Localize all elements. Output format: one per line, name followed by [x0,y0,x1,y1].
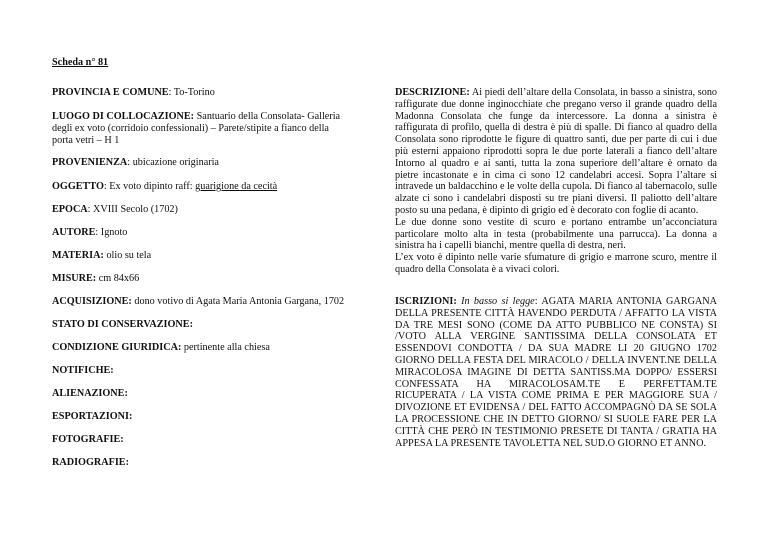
field-sep: : [127,157,133,168]
field-sep: : [168,87,174,98]
field-label: OGGETTO [52,181,104,192]
field-fotografie [52,434,352,446]
descrizione-p1 [395,87,717,217]
field-value: cm 84x66 [98,273,140,284]
field-esportazioni [52,411,352,423]
iscrizioni-text-block: ISCRIZIONI: In basso si legge: AGATA MARIA ANTONIA GARGANA DELLA PRESENTE CITTÀ HAVENDO PERDUTA / AFFATTO LA VISTA DA TRE MESI SONO (COME DA ATTO PUBBLICO NE CONSTA) SI /VOTO ALLA VERGINE SANTISSIMA DELLA CONSOLATA ET ESSENDOVI CONDOTTA / DA SUA MADRE LI 20 GIUGNO 1702 GIORNO DELLA FESTA DEL MIRACOLO / DELLA INVENT.NE DELLA MIRACOLOSA IMAGINE DI DETTA SANTISS.MA DOPPO/ ESSERSI CONFESSATA HA MIRACOLOSAM.TE E PERFETTAM.TE RICUPERATA / LA VISTA COME PRIMA E PER MAGGIORE SUA / DIVOZIONE ET EVIDENSA / DEL FATTO ACCOMPAGNÒ DA SE SOLA LA PROCESSIONE CHE IN DETTO GIORNO/ SI SUOLE FARE PER LA CITTÀ CHE PERÒ IN TESTIMONIO PRESETE DI TANTA / GRATIA HA APPESA LA PRESENTE TAVOLETTA NEL SUD.O GIORNO ET ANNO. [395,296,717,449]
field-provenienza [52,157,352,169]
field-value: pertinente alla chiesa [183,342,270,353]
field-materia [52,250,352,262]
iscrizioni-label: ISCRIZIONI: [395,296,457,307]
field-sep: : [103,181,110,192]
field-alienazione [52,388,352,400]
scheda-title: Scheda n° 81 [52,57,109,68]
field-value: Ignoto [100,227,128,238]
descrizione-block [395,87,717,276]
field-acquisizione [52,296,352,308]
field-value: XVIII Secolo (1702) [93,204,178,215]
field-value: Ex voto dipinto raff: [109,181,196,192]
field-label: PROVENIENZA [52,157,128,168]
field-label: ESPORTAZIONI: [52,411,133,422]
field-value: olio su tela [106,250,152,261]
field-label: CONDIZIONE GIURIDICA: [52,342,182,353]
descrizione-p3: L’ex voto è dipinto nelle varie sfumature di grigio e marrone scuro, mentre il quadro della Consolata è a vivaci colori. [395,252,717,275]
iscrizioni-block [395,296,717,449]
descrizione-text: Ai piedi dell’altare della Consolata, in basso a sinistra, sono raffigurate due donne inginocchiate che pregano verso il grande quadro della Madonna Consolata che funge da intercessore. La donna a sinistra è raffigurata di profilo, quella di destra è più di spalle. Di fianco al quadro della Consolata sono riprodotte le figure di quattro santi, due per parte di cui i due più esterni appaiono riprodotti sopra le due porte laterali a fianco dell’altare Intorno al quadro e ai santi, tutta la zona superiore dell’altare è ornato da pietre incastonate e in cima ci sono 12 candelabri accesi. Sopra l’altare si intravede un baldacchino e le volte della cupola. Di fianco al tabernacolo, sulle alzate ci sono i candelabri disposti su tre piani diversi. Il paliotto dell’altare posto su una pedana, è dipinto di grigio ed è decorato con foglie di acanto. [395,87,718,216]
field-value: ubicazione originaria [132,157,219,168]
field-label: ALIENAZIONE: [52,388,128,399]
iscrizioni-intro: In basso si legge [461,296,535,307]
field-value: dono votivo di Agata Maria Antonia Gargana, 1702 [134,296,345,307]
field-label: EPOCA [52,204,88,215]
field-value: Santuario della Consolata- Galleria degli ex voto (corridoio confessionali) – Parete/stipite a fianco della porta vetri – H 1 [52,111,341,146]
field-value-underlined: guarigione da cecità [195,181,278,192]
field-label: ACQUISIZIONE: [52,296,132,307]
field-label: RADIOGRAFIE: [52,457,129,468]
field-sep: : [95,227,101,238]
field-label: NOTIFICHE: [52,365,114,376]
field-label: MATERIA: [52,250,104,261]
descrizione-p2: Le due donne sono vestite di scuro e portano entrambe un’acconciatura particolare molto alta in testa (probabilmente una parrucca). La donna a sinistra ha i capelli bianchi, mentre quella di destra, neri. [395,216,717,252]
field-stato [52,319,352,331]
field-autore [52,227,352,239]
field-luogo [52,111,350,146]
field-radiografie [52,457,352,469]
field-label: AUTORE [52,227,96,238]
iscrizioni-text: AGATA MARIA ANTONIA GARGANA DELLA PRESENTE CITTÀ HAVENDO PERDUTA / AFFATTO LA VISTA DA TRE MESI SONO (COME DA ATTO PUBBLICO NE CONSTA) SI /VOTO ALLA VERGINE SANTISSIMA DELLA CONSOLATA ET ESSENDOVI CONDOTTA / DA SUA MADRE LI 20 GIUGNO 1702 GIORNO DELLA FESTA DEL MIRACOLO / DELLA INVENT.NE DELLA MIRACOLOSA IMAGINE DI DETTA SANTISS.MA DOPPO/ ESSERSI CONFESSATA HA MIRACOLOSAM.TE E PERFETTAM.TE RICUPERATA / LA VISTA COME PRIMA E PER MAGGIORE SUA / DIVOZIONE ET EVIDENSA / DEL FATTO ACCOMPAGNÒ DA SE SOLA LA PROCESSIONE CHE IN DETTO GIORNO/ SI SUOLE FARE PER LA CITTÀ CHE PERÒ IN TESTIMONIO PRESETE DI TANTA / GRATIA HA APPESA LA PRESENTE TAVOLETTA NEL SUD.O GIORNO ET ANNO. [395,296,717,449]
field-label: PROVINCIA E COMUNE [52,87,169,98]
field-value: To-Torino [173,87,215,98]
field-provincia [52,87,352,99]
field-label: LUOGO DI COLLOCAZIONE: [52,111,195,122]
field-epoca [52,204,352,216]
field-label: STATO DI CONSERVAZIONE: [52,319,193,330]
field-label: MISURE: [52,273,97,284]
field-oggetto [52,181,352,193]
field-notifiche [52,365,352,377]
descrizione-label: DESCRIZIONE: [395,87,470,98]
field-condizione [52,342,352,354]
field-label: FOTOGRAFIE: [52,434,124,445]
field-sep: : [87,204,94,215]
field-misure [52,273,352,285]
